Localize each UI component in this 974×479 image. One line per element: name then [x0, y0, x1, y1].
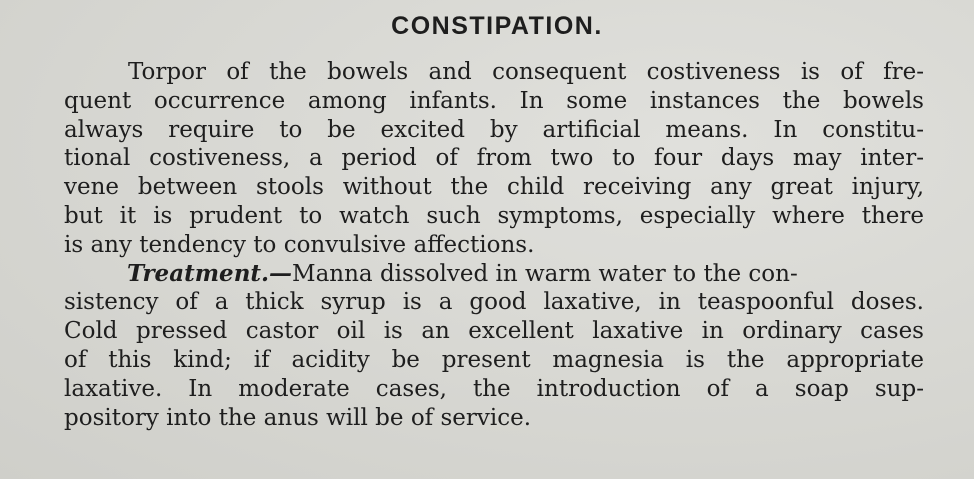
paragraph2-line: of this kind; if acidity be present magnesia is the appropriate — [64, 346, 924, 373]
paragraph1-line: vene between stools without the child receiving any great injury, — [64, 174, 924, 201]
paragraph1-line: is any tendency to convulsive affections. — [64, 231, 535, 258]
treatment-heading: Treatment.— — [127, 259, 293, 287]
paragraph2-first-line-text: Manna dissolved in warm water to the con- — [292, 260, 798, 287]
paragraph2-line: sistency of a thick syrup is a good laxative, in teaspoonful doses. — [64, 289, 924, 316]
paragraph1-line: tional costiveness, a period of from two to four days may inter- — [64, 145, 924, 172]
paragraph2-line: Cold pressed castor oil is an excellent laxative in ordinary cases — [64, 318, 924, 345]
paragraph1-line: Torpor of the bowels and consequent costiveness is of fre- — [128, 59, 924, 85]
section-title: CONSTIPATION. — [391, 12, 603, 40]
paragraph2-line: laxative. In moderate cases, the introduction of a soap sup- — [64, 375, 924, 402]
paragraph1-line: quent occurrence among infants. In some instances the bowels — [64, 87, 924, 114]
body-text — [64, 58, 924, 432]
paragraph2-line: pository into the anus will be of service. — [64, 404, 532, 431]
paragraph1-line: always require to be excited by artificial means. In constitu- — [64, 116, 924, 143]
paragraph2-first-line — [64, 260, 924, 289]
paragraph1-line: but it is prudent to watch such symptoms, especially where there — [64, 202, 924, 229]
